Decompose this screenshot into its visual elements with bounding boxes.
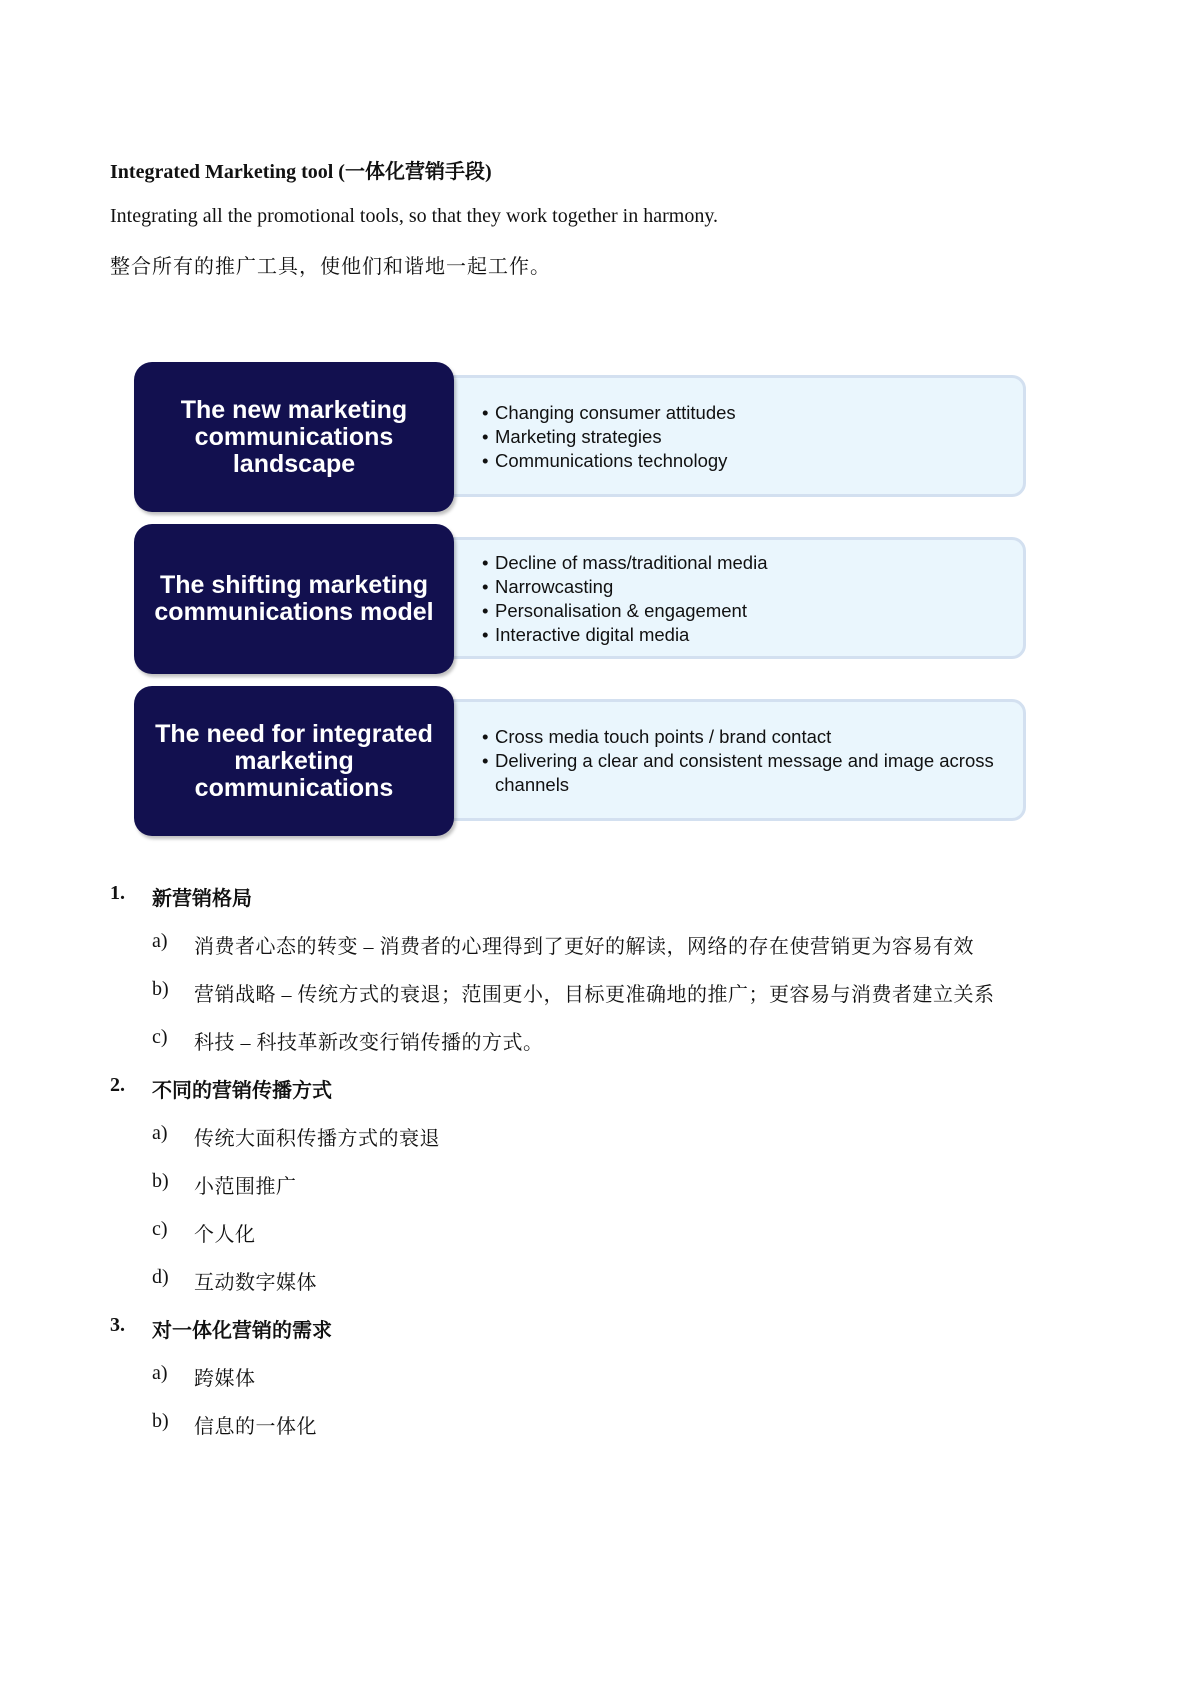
section-number: 2. (110, 1074, 125, 1096)
list-item (110, 978, 1110, 1026)
bullet-item: • Cross media touch points / brand contact (482, 726, 832, 747)
item-letter: a) (152, 930, 168, 952)
item-text: 消费者心态的转变 – 消费者的心理得到了更好的解读，网络的存在使营销更为容易有效 (194, 936, 974, 958)
bullet-item: • Marketing strategies (482, 426, 662, 447)
diagram-heading-box (134, 524, 454, 674)
section-number: 1. (110, 882, 125, 904)
section-number: 3. (110, 1314, 125, 1336)
item-text: 个人化 (194, 1224, 256, 1246)
diagram-heading-box (134, 362, 454, 512)
item-letter: b) (152, 1170, 169, 1192)
list-item (110, 1410, 1110, 1458)
item-text: 小范围推广 (194, 1176, 297, 1198)
diagram-heading-box (134, 686, 454, 836)
item-text: 跨媒体 (194, 1368, 256, 1390)
section-heading (110, 1314, 1110, 1362)
list-item (110, 1122, 1110, 1170)
bullet-list (482, 686, 1002, 836)
bullet-list (482, 362, 1002, 512)
item-text: 科技 – 科技革新改变行销传播的方式。 (194, 1032, 544, 1054)
list-item (110, 1026, 1110, 1074)
marketing-diagram (134, 362, 1032, 838)
list-item (110, 1266, 1110, 1314)
item-text: 营销战略 – 传统方式的衰退；范围更小，目标更准确地的推广；更容易与消费者建立关系 (194, 984, 995, 1006)
diagram-heading: The shifting marketing communications model (154, 571, 434, 626)
bullet-list (482, 524, 1002, 674)
item-letter: c) (152, 1218, 168, 1240)
diagram-row (134, 362, 1032, 512)
diagram-heading: The need for integrated marketing communications (155, 719, 433, 802)
numbered-list (110, 882, 1110, 1458)
diagram-row (134, 686, 1032, 836)
section-title: 不同的营销传播方式 (152, 1080, 332, 1102)
item-letter: d) (152, 1266, 169, 1288)
item-text: 传统大面积传播方式的衰退 (194, 1128, 440, 1150)
item-letter: a) (152, 1362, 168, 1384)
item-text: 互动数字媒体 (194, 1272, 317, 1294)
intro-english: Integrating all the promotional tools, so that they work together in harmony. (110, 205, 719, 227)
item-letter: b) (152, 978, 169, 1000)
list-item (110, 1218, 1110, 1266)
bullet-item: • Delivering a clear and consistent message and image across channels (482, 750, 994, 795)
section-heading (110, 882, 1110, 930)
bullet-item: • Communications technology (482, 450, 728, 471)
bullet-item: • Changing consumer attitudes (482, 402, 736, 423)
section-heading (110, 1074, 1110, 1122)
bullet-item: • Interactive digital media (482, 624, 690, 645)
diagram-row (134, 524, 1032, 674)
bullet-item: • Decline of mass/traditional media (482, 552, 768, 573)
item-letter: a) (152, 1122, 168, 1144)
section-title: 对一体化营销的需求 (152, 1320, 332, 1342)
intro-chinese: 整合所有的推广工具，使他们和谐地一起工作。 (110, 256, 551, 278)
document-title: Integrated Marketing tool (一体化营销手段) (110, 161, 492, 183)
item-letter: b) (152, 1410, 169, 1432)
section-title: 新营销格局 (152, 888, 252, 910)
list-item (110, 1170, 1110, 1218)
list-item (110, 930, 1110, 978)
item-text: 信息的一体化 (194, 1416, 317, 1438)
diagram-heading: The new marketing communications landscape (180, 395, 408, 478)
bullet-item: • Personalisation & engagement (482, 600, 747, 621)
item-letter: c) (152, 1026, 168, 1048)
bullet-item: • Narrowcasting (482, 576, 614, 597)
list-item (110, 1362, 1110, 1410)
